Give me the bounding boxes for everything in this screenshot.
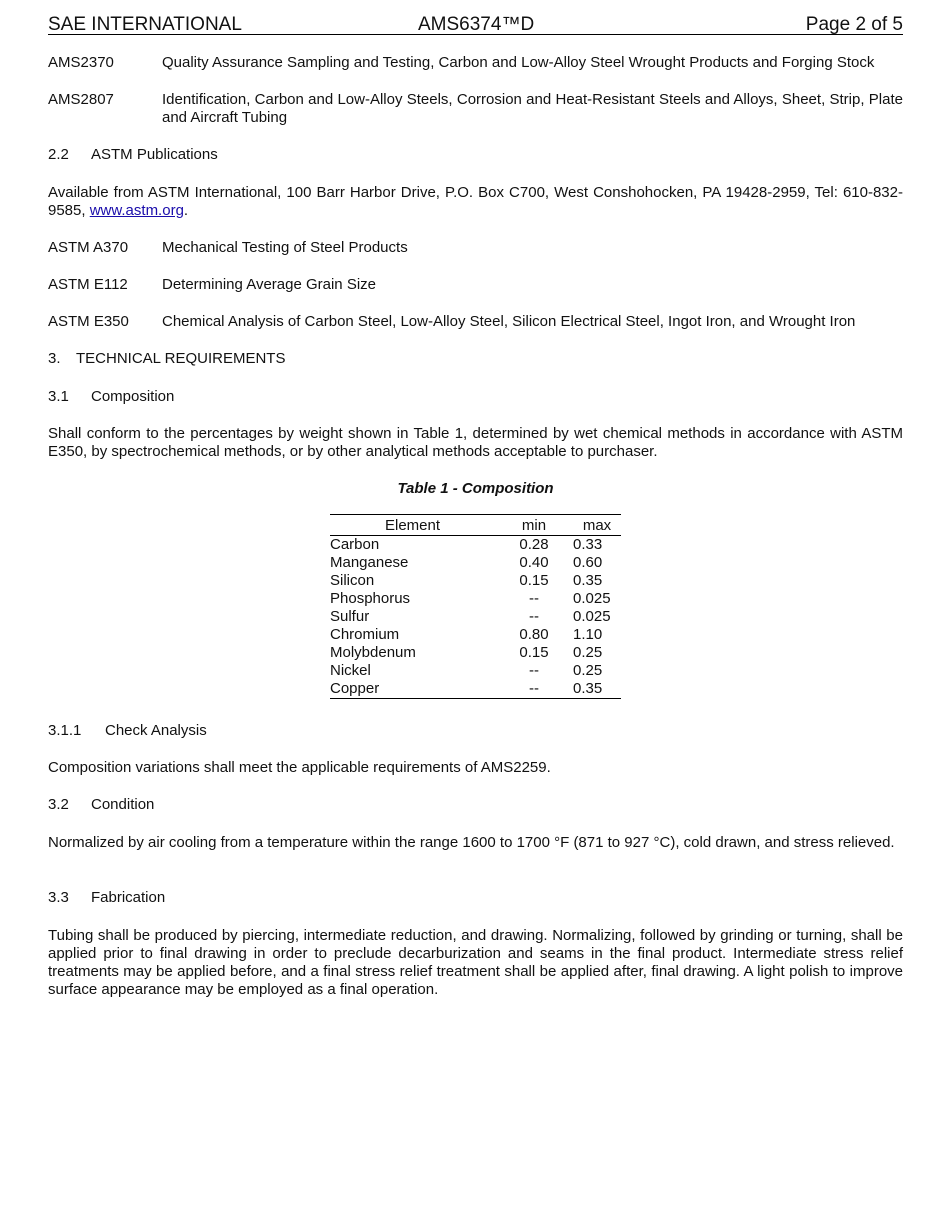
condition-paragraph: Normalized by air cooling from a temperature within the range 1600 to 1700 °F (871 to 927 °C), cold drawn, and stress relieved. — [48, 834, 895, 851]
cell-element: Sulfur — [330, 608, 370, 625]
table-row — [330, 662, 621, 680]
check-analysis-paragraph: Composition variations shall meet the applicable requirements of AMS2259. — [48, 759, 551, 776]
table-header-row — [330, 515, 621, 536]
section-number: 3.2 — [48, 796, 69, 813]
reference-code: ASTM E350 — [48, 313, 129, 330]
header-min: min — [521, 517, 547, 534]
availability-text: Available from ASTM International, 100 Barr Harbor Drive, P.O. Box C700, West Conshohocken, PA 19428-2959, Tel: 610-832-9585, — [48, 184, 903, 219]
cell-element: Nickel — [330, 662, 371, 679]
section-3-1-heading — [48, 388, 903, 406]
header-org: SAE INTERNATIONAL — [48, 14, 242, 35]
header-page-number: Page 2 of 5 — [805, 14, 903, 35]
section-3-3-heading — [48, 889, 903, 907]
cell-min: -- — [529, 608, 539, 625]
section-3-2-heading — [48, 796, 903, 814]
reference-astm-e112 — [48, 276, 903, 294]
reference-title: Determining Average Grain Size — [162, 276, 376, 293]
cell-element: Silicon — [330, 572, 375, 589]
reference-code: AMS2807 — [48, 91, 114, 108]
cell-min: 0.80 — [519, 626, 549, 643]
cell-element: Molybdenum — [330, 644, 416, 661]
reference-title: Chemical Analysis of Carbon Steel, Low-Alloy Steel, Silicon Electrical Steel, Ingot Iron, and Wrought Iron — [162, 313, 856, 330]
table-row — [330, 554, 621, 572]
table-caption: Table 1 - Composition — [397, 480, 554, 497]
cell-min: 0.15 — [519, 572, 549, 589]
composition-table — [330, 514, 621, 699]
section-number: 3.1.1 — [48, 722, 82, 739]
cell-max: 0.025 — [573, 590, 611, 607]
composition-paragraph: Shall conform to the percentages by weight shown in Table 1, determined by wet chemical methods in accordance with ASTM E350, by spectrochemical methods, or by other analytical methods acceptable to purchaser. — [48, 425, 903, 460]
availability-suffix: . — [183, 202, 189, 219]
fabrication-paragraph: Tubing shall be produced by piercing, intermediate reduction, and drawing. Normalizing, followed by grinding or turning, shall be applied prior to final drawing in order to preclude decarburization and seams in the final product. Intermediate stress relief treatments may be applied before, and a final stress relief treatment shall be applied after, final drawing. A light polish to improve surface appearance may be employed as a final operation. — [48, 927, 903, 998]
cell-max: 0.025 — [573, 608, 611, 625]
header-doc-id: AMS6374™D — [418, 14, 535, 35]
reference-code: AMS2370 — [48, 54, 114, 71]
reference-title: Identification, Carbon and Low-Alloy Steels, Corrosion and Heat-Resistant Steels and Alloys, Sheet, Strip, Plate and Aircraft Tubing — [162, 91, 903, 126]
cell-max: 0.35 — [573, 572, 603, 589]
reference-code: ASTM E112 — [48, 276, 128, 293]
section-title: ASTM Publications — [91, 146, 218, 163]
header-element: Element — [384, 517, 441, 534]
table-row — [330, 536, 621, 555]
cell-max: 0.35 — [573, 680, 603, 697]
section-number: 3.3 — [48, 889, 69, 906]
section-title: TECHNICAL REQUIREMENTS — [76, 350, 286, 367]
cell-element: Carbon — [330, 536, 380, 553]
cell-min: -- — [529, 662, 539, 679]
cell-min: -- — [529, 590, 539, 607]
table-row — [330, 608, 621, 626]
cell-max: 0.33 — [573, 536, 603, 553]
section-number: 3.1 — [48, 388, 69, 405]
cell-element: Copper — [330, 680, 380, 697]
cell-max: 0.25 — [573, 662, 603, 679]
table-row — [330, 572, 621, 590]
cell-element: Manganese — [330, 554, 409, 571]
cell-element: Chromium — [330, 626, 400, 643]
reference-title: Quality Assurance Sampling and Testing, Carbon and Low-Alloy Steel Wrought Products and Forging Stock — [162, 54, 875, 71]
cell-min: 0.40 — [519, 554, 549, 571]
cell-max: 0.25 — [573, 644, 603, 661]
cell-max: 0.60 — [573, 554, 603, 571]
cell-min: 0.28 — [519, 536, 549, 553]
reference-astm-e350 — [48, 313, 903, 331]
table-row — [330, 680, 621, 699]
section-3-1-1-heading — [48, 722, 903, 740]
cell-element: Phosphorus — [330, 590, 411, 607]
reference-ams2807 — [48, 91, 903, 127]
reference-title: Mechanical Testing of Steel Products — [162, 239, 408, 256]
table-row — [330, 626, 621, 644]
table-row — [330, 644, 621, 662]
table-row — [330, 590, 621, 608]
reference-code: ASTM A370 — [48, 239, 129, 256]
section-3-heading — [48, 350, 903, 368]
cell-min: 0.15 — [519, 644, 549, 661]
reference-astm-a370 — [48, 239, 903, 257]
header-max: max — [582, 517, 612, 534]
reference-ams2370 — [48, 54, 903, 72]
page-header — [48, 12, 903, 35]
cell-min: -- — [529, 680, 539, 697]
section-title: Fabrication — [91, 889, 166, 906]
section-title: Check Analysis — [105, 722, 207, 739]
section-2-2-heading — [48, 146, 903, 164]
section-number: 3. — [48, 350, 61, 367]
astm-website-link[interactable]: www.astm.org — [89, 202, 184, 219]
section-title: Composition — [91, 388, 175, 405]
section-title: Condition — [91, 796, 155, 813]
astm-availability-paragraph — [48, 184, 903, 220]
section-number: 2.2 — [48, 146, 69, 163]
cell-max: 1.10 — [573, 626, 603, 643]
